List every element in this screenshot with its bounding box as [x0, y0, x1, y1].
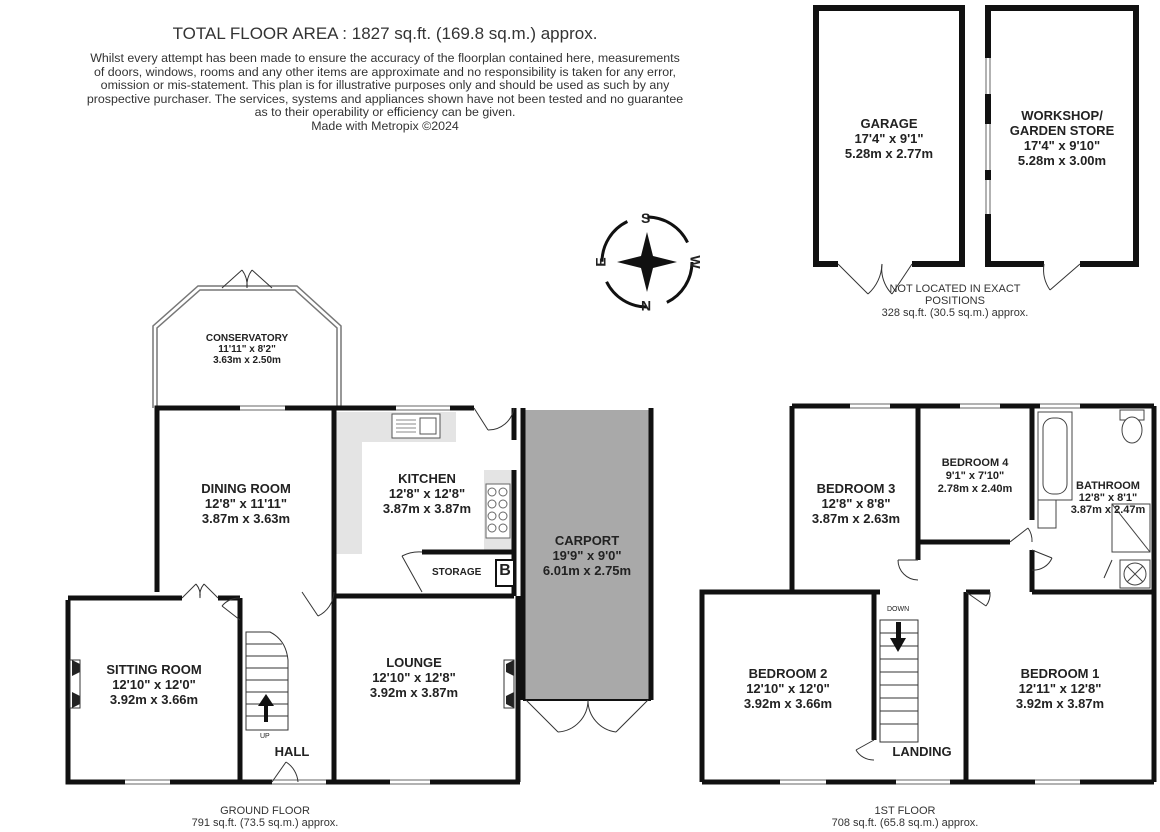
room-name: BEDROOM 2 — [748, 666, 828, 681]
compass-south: S — [641, 210, 651, 226]
bathroom-label — [1058, 480, 1158, 516]
bedroom-3-label — [796, 481, 916, 526]
room-imperial: 12'10" x 12'0" — [746, 681, 830, 696]
first-floor-label — [800, 805, 1010, 829]
room-name: BATHROOM — [1076, 480, 1140, 492]
disclaimer-line: prospective purchaser. The services, systems and appliances shown have not been tested and no guarantee — [86, 91, 684, 106]
room-metric: 3.92m x 3.66m — [743, 696, 833, 711]
room-metric: 3.87m x 3.87m — [382, 501, 472, 516]
room-imperial: 12'8" x 8'8" — [821, 496, 891, 511]
room-name: DINING ROOM — [201, 481, 291, 496]
conservatory-label — [157, 333, 337, 366]
room-imperial: 17'4" x 9'10" — [1023, 138, 1101, 153]
compass-north: N — [641, 298, 652, 314]
compass-west: W — [687, 255, 704, 269]
floor-name: GROUND FLOOR — [220, 805, 310, 817]
kitchen-label — [352, 471, 502, 516]
stairs-down-arrow — [890, 622, 906, 652]
room-imperial: 12'10" x 12'8" — [372, 670, 456, 685]
workshop-label — [988, 108, 1136, 168]
boiler-label: B — [499, 562, 511, 579]
disclaimer-line: of doors, windows, rooms and any other items are approximate and no responsibility is taken for any error, — [94, 64, 676, 79]
cylinder-icon — [1120, 560, 1150, 588]
room-metric: 3.92m x 3.87m — [1015, 696, 1105, 711]
basin-icon — [1038, 500, 1056, 528]
room-imperial: 12'10" x 12'0" — [112, 677, 196, 692]
room-name: LOUNGE — [386, 655, 442, 670]
disclaimer-line: Whilst every attempt has been made to ensure the accuracy of the floorplan contained here, measurements — [90, 51, 680, 65]
disclaimer-line: omission or mis-statement. This plan is for illustrative purposes only and should be used as such by any — [100, 78, 670, 93]
room-imperial: 11'11" x 8'2" — [218, 344, 276, 355]
room-imperial: 17'4" x 9'1" — [854, 131, 924, 146]
stairs-up-arrow — [258, 694, 274, 722]
room-metric: 6.01m x 2.75m — [542, 563, 632, 578]
room-imperial: 12'11" x 12'8" — [1018, 681, 1102, 696]
room-name: GARAGE — [860, 116, 918, 131]
room-metric: 3.92m x 3.87m — [369, 685, 459, 700]
carport-label — [526, 533, 648, 578]
bedroom-1-label — [970, 666, 1150, 711]
room-name: WORKSHOP/ — [1021, 108, 1103, 123]
storage-label: STORAGE — [432, 567, 482, 578]
total-floor-area: TOTAL FLOOR AREA : 1827 sq.ft. (169.8 sq.m.) approx. — [172, 24, 598, 43]
room-metric: 3.92m x 3.66m — [109, 692, 199, 707]
room-name: BEDROOM 4 — [941, 457, 1009, 469]
bedroom-4-label — [920, 457, 1030, 496]
outbuildings-note — [860, 283, 1050, 319]
ground-floor-walls — [68, 408, 520, 782]
note-line: POSITIONS — [925, 295, 985, 307]
room-name: KITCHEN — [398, 471, 456, 486]
room-metric: 3.87m x 2.63m — [811, 511, 901, 526]
stairs-down-label: DOWN — [887, 606, 910, 613]
stairs-up-label: UP — [260, 733, 270, 740]
room-name: LANDING — [892, 744, 952, 759]
room-metric: 3.63m x 2.50m — [213, 355, 281, 366]
room-metric: 5.28m x 3.00m — [1017, 153, 1107, 168]
compass-icon — [602, 217, 692, 307]
lounge-label — [338, 655, 490, 700]
carport-doors — [526, 700, 648, 732]
floor-area: 791 sq.ft. (73.5 sq.m.) approx. — [191, 817, 339, 829]
room-metric: 2.78m x 2.40m — [937, 483, 1013, 495]
disclaimer-line: Made with Metropix ©2024 — [311, 118, 459, 133]
room-name: CONSERVATORY — [205, 333, 289, 344]
room-name: BEDROOM 3 — [816, 481, 896, 496]
floor-area: 708 sq.ft. (65.8 sq.m.) approx. — [831, 817, 979, 829]
compass-east: E — [592, 257, 609, 267]
ground-floor-label — [160, 805, 370, 829]
sitting-room-label — [72, 662, 236, 707]
floor-name: 1ST FLOOR — [874, 805, 936, 817]
disclaimer-line: as to their operability or efficiency can be given. — [254, 105, 516, 120]
outbuildings-area: 328 sq.ft. (30.5 sq.m.) approx. — [881, 307, 1029, 319]
toilet-icon — [1120, 410, 1144, 443]
room-name: SITTING ROOM — [106, 662, 202, 677]
room-imperial: 12'8" x 12'8" — [388, 486, 466, 501]
room-metric: 3.87m x 3.63m — [201, 511, 291, 526]
room-name: GARDEN STORE — [1009, 123, 1115, 138]
room-imperial: 9'1" x 7'10" — [945, 470, 1005, 482]
room-imperial: 12'8" x 8'1" — [1078, 492, 1138, 504]
room-metric: 5.28m x 2.77m — [844, 146, 934, 161]
room-metric: 3.87m x 2.47m — [1070, 504, 1146, 516]
room-name: BEDROOM 1 — [1020, 666, 1100, 681]
room-name: CARPORT — [554, 533, 620, 548]
landing-label — [882, 744, 962, 759]
room-imperial: 12'8" x 11'11" — [204, 496, 288, 511]
room-name: HALL — [274, 744, 310, 759]
hall-label — [262, 744, 322, 759]
dining-room-label — [160, 481, 332, 526]
bedroom-2-label — [706, 666, 870, 711]
note-line: NOT LOCATED IN EXACT — [889, 283, 1021, 295]
room-imperial: 19'9" x 9'0" — [552, 548, 622, 563]
garage-label — [816, 116, 962, 161]
